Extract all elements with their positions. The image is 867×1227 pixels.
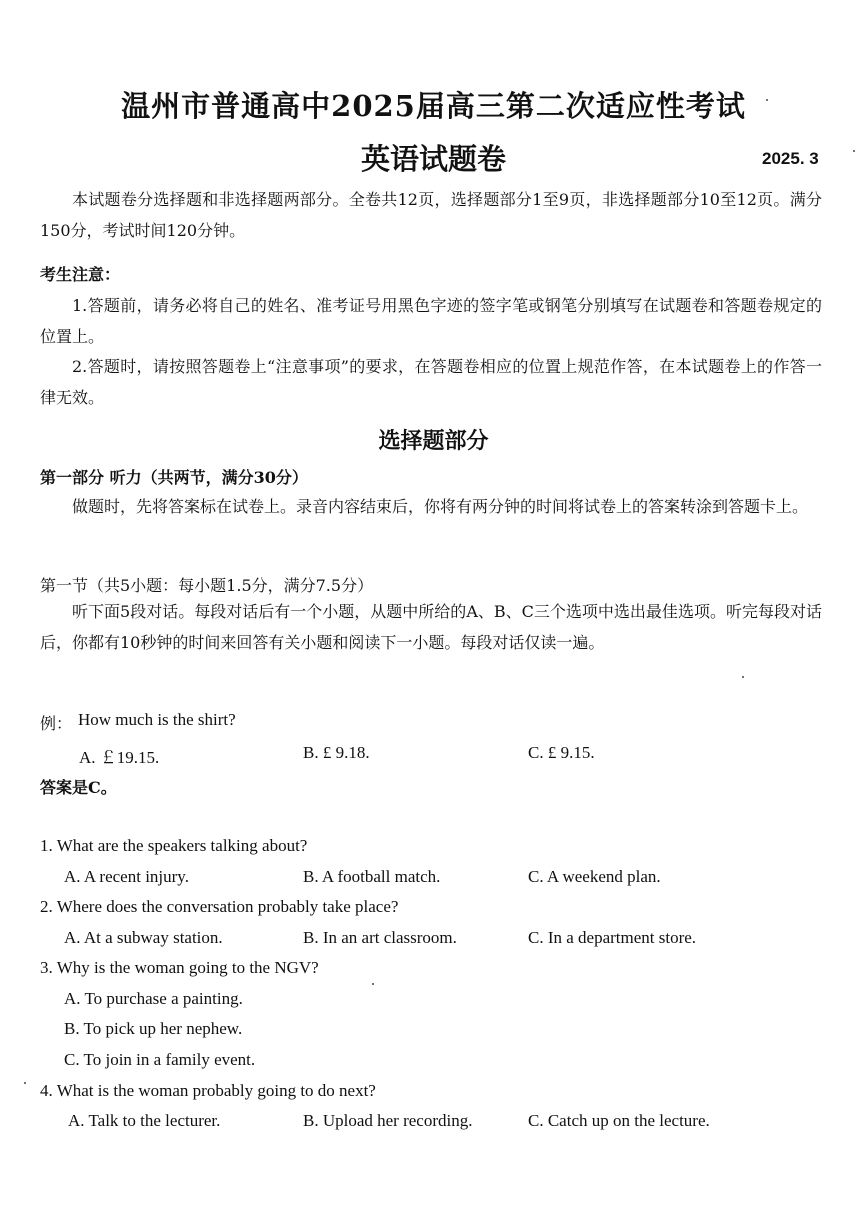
example-question: How much is the shirt? — [78, 710, 236, 729]
notice-item-1: 1.答题前，请务必将自己的姓名、准考证号用黑色字迹的签字笔或钢笔分别填写在试题卷和答题卷规定的位置上。 — [40, 296, 822, 346]
question-1-option-b: B. A football match. — [303, 867, 441, 886]
question-3-option-b: B. To pick up her nephew. — [64, 1019, 243, 1038]
section-title: 选择题部分 — [378, 428, 489, 454]
question-2-option-b: B. In an art classroom. — [303, 928, 457, 947]
question-4-option-a: A. Talk to the lecturer. — [68, 1111, 221, 1130]
exam-date: 2025. 3 — [762, 149, 819, 168]
sub1-heading: 第一节（共5小题：每小题1.5分，满分7.5分） — [40, 576, 374, 595]
question-3-option-a: A. To purchase a painting. — [64, 989, 243, 1008]
question-2: 2. Where does the conversation probably take place? — [40, 897, 399, 916]
scan-speck — [853, 150, 855, 152]
sub1-instruction: 听下面5段对话。每段对话后有一个小题，从题中所给的A、B、C三个选项中选出最佳选项。听完每段对话后，你都有10秒钟的时间来回答有关小题和阅读下一小题。每段对话仅读一遍。 — [40, 602, 822, 652]
question-2-option-c: C. In a department store. — [528, 928, 697, 947]
part1-instruction: 做题时，先将答案标在试卷上。录音内容结束后，你将有两分钟的时间将试卷上的答案转涂到答题卡上。 — [72, 497, 809, 516]
exam-main-title: 温州市普通高中2025届高三第二次适应性考试 — [121, 89, 746, 123]
example-label: 例： — [40, 714, 73, 733]
notice-heading: 考生注意： — [40, 265, 121, 284]
example-option-c: C. £ 9.15. — [528, 743, 595, 762]
question-1-option-c: C. A weekend plan. — [528, 867, 661, 886]
question-4-option-c: C. Catch up on the lecture. — [528, 1111, 710, 1130]
example-option-b: B. £ 9.18. — [303, 743, 370, 762]
example-answer: 答案是C。 — [40, 778, 117, 797]
question-2-option-a: A. At a subway station. — [64, 928, 223, 947]
question-3-option-c: C. To join in a family event. — [64, 1050, 256, 1069]
scan-speck — [372, 983, 374, 985]
subject-title: 英语试题卷 — [360, 142, 506, 176]
scan-speck — [766, 99, 768, 101]
question-1: 1. What are the speakers talking about? — [40, 836, 308, 855]
intro-paragraph: 本试题卷分选择题和非选择题两部分。全卷共12页，选择题部分1至9页，非选择题部分10至12页。满分150分，考试时间120分钟。 — [40, 190, 822, 240]
question-3: 3. Why is the woman going to the NGV? — [40, 958, 319, 977]
scan-speck — [24, 1082, 26, 1084]
notice-item-2: 2.答题时，请按照答题卷上“注意事项”的要求，在答题卷相应的位置上规范作答，在本试题卷上的作答一律无效。 — [40, 357, 822, 407]
question-4-option-b: B. Upload her recording. — [303, 1111, 473, 1130]
question-1-option-a: A. A recent injury. — [64, 867, 189, 886]
scan-speck — [742, 676, 744, 678]
example-option-a: A. ￡19.15. — [79, 748, 160, 767]
part1-heading: 第一部分 听力（共两节，满分30分） — [40, 468, 308, 487]
question-4: 4. What is the woman probably going to do next? — [40, 1081, 376, 1100]
